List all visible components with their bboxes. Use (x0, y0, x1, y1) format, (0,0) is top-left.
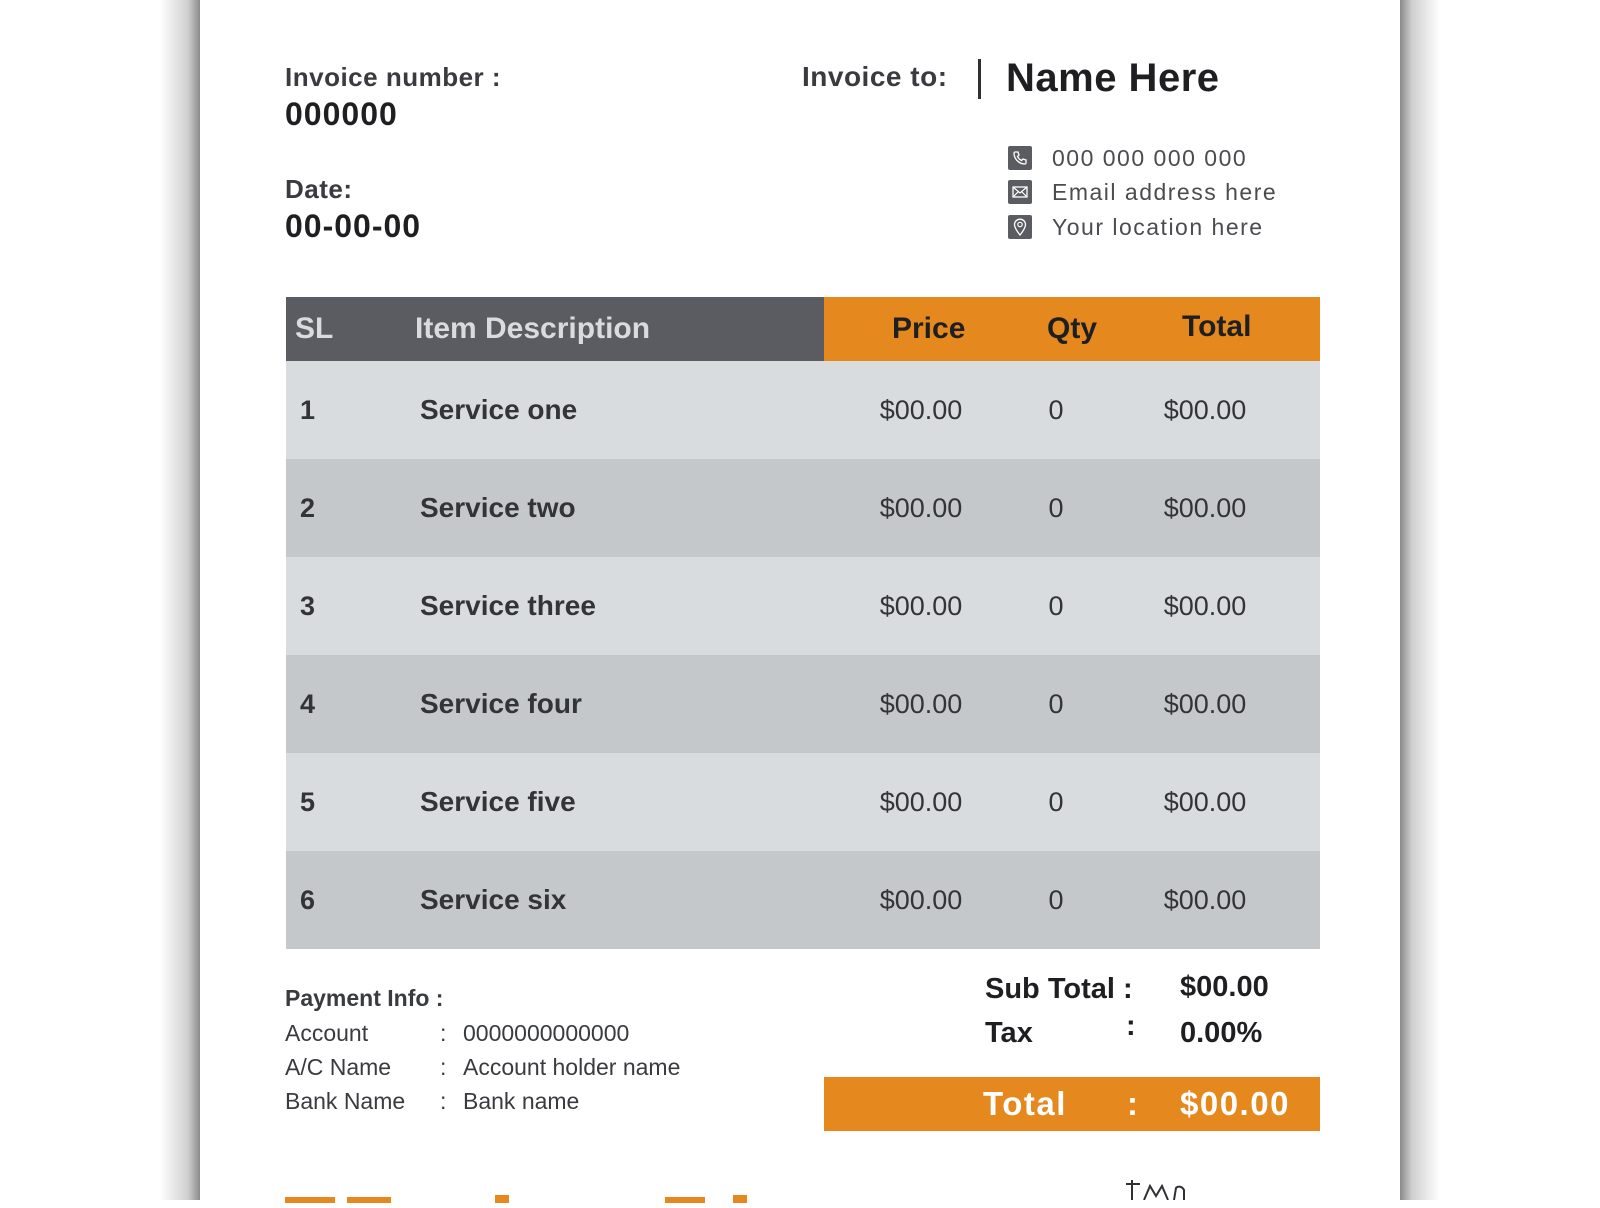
row-total: $00.00 (1163, 787, 1247, 817)
header-price: Price (892, 312, 966, 345)
signature (1120, 1180, 1220, 1200)
contact-block (1008, 143, 1277, 242)
account-colon: : (440, 1020, 447, 1046)
row-sl: 1 (300, 395, 316, 425)
row-description: Service three (420, 590, 596, 621)
row-price: $00.00 (879, 689, 963, 719)
location-pin-icon (1008, 215, 1032, 239)
subtotal-label: Sub Total : (985, 973, 1133, 1005)
ac-name-label: A/C Name (285, 1054, 392, 1080)
total-colon: : (1127, 1085, 1140, 1122)
contact-location: Your location here (1052, 213, 1264, 240)
row-qty: 0 (1048, 689, 1064, 719)
row-description: Service six (420, 884, 567, 915)
bank-value: Bank name (463, 1088, 580, 1114)
row-total: $00.00 (1163, 885, 1247, 915)
total-value: $00.00 (1180, 1085, 1290, 1122)
row-qty: 0 (1048, 591, 1064, 621)
contact-location-row (1008, 212, 1277, 242)
table-header-right (824, 297, 1320, 361)
row-description: Service two (420, 492, 576, 523)
row-sl: 5 (300, 787, 316, 817)
date-value: 00-00-00 (285, 208, 422, 244)
tax-label: Tax (985, 1017, 1033, 1049)
subtotal-value: $00.00 (1180, 971, 1269, 1003)
invoice-sheet (200, 0, 1400, 1200)
table-header (286, 297, 1320, 361)
tax-colon: : (1126, 1010, 1136, 1042)
row-price: $00.00 (879, 493, 963, 523)
table-row (286, 851, 1320, 949)
header-total: Total (1182, 310, 1252, 343)
payment-bank-row (285, 1084, 745, 1118)
ac-name-value: Account holder name (463, 1054, 681, 1080)
row-qty: 0 (1048, 885, 1064, 915)
row-sl: 6 (300, 885, 316, 915)
row-sl: 4 (300, 689, 316, 719)
row-qty: 0 (1048, 493, 1064, 523)
contact-email-row (1008, 177, 1277, 207)
bank-label: Bank Name (285, 1088, 406, 1114)
contact-phone-row (1008, 143, 1277, 173)
header-divider (978, 59, 981, 99)
invoice-number-value: 000000 (285, 96, 398, 132)
table-row (286, 753, 1320, 851)
header-sl: SL (295, 312, 334, 345)
account-label: Account (285, 1020, 369, 1046)
row-total: $00.00 (1163, 591, 1247, 621)
row-price: $00.00 (879, 395, 963, 425)
table-row (286, 459, 1320, 557)
invoice-number-label: Invoice number : (285, 62, 502, 92)
row-price: $00.00 (879, 787, 963, 817)
table-header-left (286, 297, 824, 361)
table-row (286, 361, 1320, 459)
phone-icon (1008, 146, 1032, 170)
total-label: Total (983, 1085, 1067, 1122)
payment-info-title: Payment Info : (285, 985, 444, 1011)
payment-ac-name-row (285, 1050, 745, 1084)
items-table (286, 297, 1320, 949)
header-description: Item Description (415, 312, 651, 345)
table-row (286, 557, 1320, 655)
bottom-accent-text-fragment (285, 1190, 765, 1200)
payment-info-block (285, 1016, 745, 1118)
row-description: Service four (420, 688, 582, 719)
invoice-to-label: Invoice to: (802, 61, 948, 92)
row-total: $00.00 (1163, 689, 1247, 719)
row-description: Service one (420, 394, 578, 425)
row-sl: 2 (300, 493, 316, 523)
row-total: $00.00 (1163, 395, 1247, 425)
row-description: Service five (420, 786, 576, 817)
account-value: 0000000000000 (463, 1020, 630, 1046)
row-qty: 0 (1048, 395, 1064, 425)
client-name: Name Here (1006, 56, 1220, 100)
tax-value: 0.00% (1180, 1017, 1263, 1049)
date-label: Date: (285, 174, 353, 204)
grand-total-bar (824, 1077, 1320, 1131)
row-sl: 3 (300, 591, 316, 621)
row-total: $00.00 (1163, 493, 1247, 523)
row-price: $00.00 (879, 885, 963, 915)
table-row (286, 655, 1320, 753)
ac-name-colon: : (440, 1054, 447, 1080)
bank-colon: : (440, 1088, 447, 1114)
envelope-icon (1008, 180, 1032, 204)
contact-email: Email address here (1052, 178, 1278, 205)
payment-account-row (285, 1016, 745, 1050)
header-qty: Qty (1047, 312, 1098, 345)
row-price: $00.00 (879, 591, 963, 621)
row-qty: 0 (1048, 787, 1064, 817)
contact-phone: 000 000 000 000 (1052, 144, 1248, 171)
